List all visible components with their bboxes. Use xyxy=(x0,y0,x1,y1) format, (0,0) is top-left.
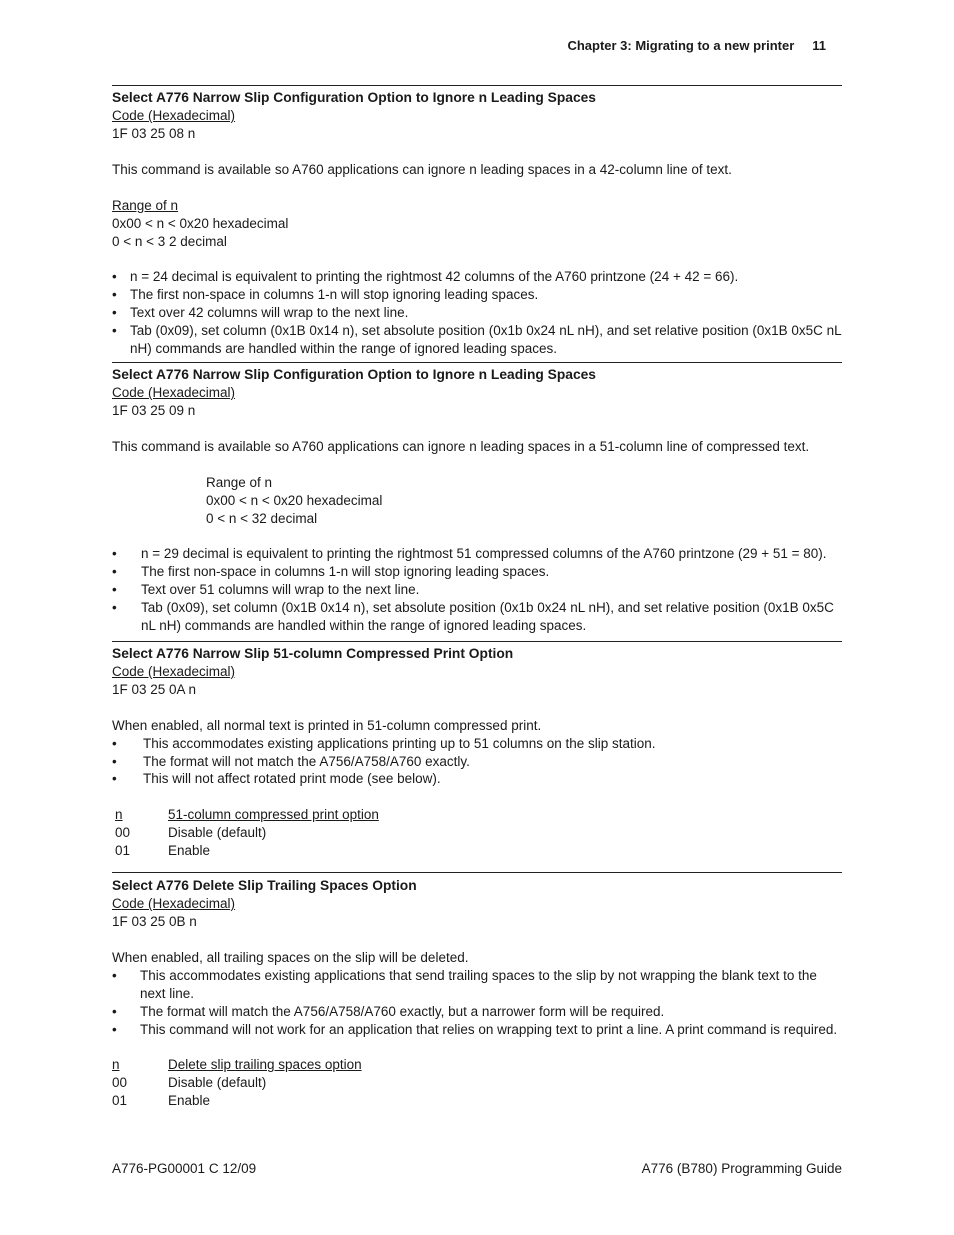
table-row xyxy=(112,1074,362,1092)
bullet: • xyxy=(112,600,117,616)
list-item: • The first non-space in columns 1-n will stop ignoring leading spaces. xyxy=(112,564,550,580)
list-item: • Text over 42 columns will wrap to the next line. xyxy=(112,305,409,321)
section-ignore-leading-spaces-42 xyxy=(112,85,842,358)
list-item: • Tab (0x09), set column (0x1B 0x14 n), set absolute position (0x1b 0x24 nL nH), and set relative position (0x1B 0x5C nL nH) commands are handled within the range of ignored leading spaces. xyxy=(112,323,842,357)
description: This command is available so A760 applications can ignore n leading spaces in a 42-column line of text. xyxy=(112,161,732,177)
table-header-cell: n xyxy=(115,807,123,823)
code-label: Code (Hexadecimal) xyxy=(112,663,236,679)
table-cell: Enable xyxy=(168,1093,211,1109)
table-header-row xyxy=(112,1056,362,1074)
list-item: • The format will match the A756/A758/A760 exactly, but a narrower form will be required. xyxy=(112,1003,665,1019)
page-header xyxy=(567,38,826,53)
bullet: • xyxy=(112,1003,117,1019)
list-item: • This accommodates existing applications that send trailing spaces to the slip by not wrapping the blank text to the next line. xyxy=(112,967,817,1001)
table-header-cell: Delete slip trailing spaces option xyxy=(168,1057,362,1073)
bullet-list xyxy=(112,735,842,789)
table-cell: 00 xyxy=(112,1075,128,1091)
range-label: Range of n xyxy=(112,197,179,213)
range-block xyxy=(112,474,842,528)
page-content xyxy=(112,85,842,1110)
section-title: Select A776 Narrow Slip Configuration Option to Ignore n Leading Spaces xyxy=(112,366,596,382)
section-compressed-print xyxy=(112,641,842,860)
bullet: • xyxy=(112,771,117,787)
footer-guide-title: A776 (B780) Programming Guide xyxy=(641,1161,842,1176)
command-code: 1F 03 25 08 n xyxy=(112,125,196,141)
code-label: Code (Hexadecimal) xyxy=(112,384,236,400)
list-item: • n = 24 decimal is equivalent to printing the rightmost 42 columns of the A760 printzone (24 + 42 = 66). xyxy=(112,269,739,285)
bullet-list xyxy=(112,545,842,635)
table-cell: 01 xyxy=(115,843,131,859)
table-cell: 01 xyxy=(112,1093,128,1109)
bullet: • xyxy=(112,287,117,303)
description: This command is available so A760 applications can ignore n leading spaces in a 51-column line of compressed text. xyxy=(112,438,810,454)
list-item: • n = 29 decimal is equivalent to printing the rightmost 51 compressed columns of the A760 printzone (29 + 51 = 80). xyxy=(112,546,827,562)
range-dec: 0 < n < 3 2 decimal xyxy=(112,233,227,249)
list-item: • This will not affect rotated print mode (see below). xyxy=(112,771,441,787)
description: When enabled, all trailing spaces on the slip will be deleted. xyxy=(112,949,469,965)
table-header-cell: n xyxy=(112,1057,120,1073)
table-cell: Enable xyxy=(168,843,211,859)
page-number: 11 xyxy=(812,38,826,53)
table-row xyxy=(112,1092,362,1110)
range-hex: 0x00 < n < 0x20 hexadecimal xyxy=(112,215,289,231)
bullet: • xyxy=(112,564,117,580)
bullet: • xyxy=(112,323,117,339)
table-cell: Disable (default) xyxy=(168,1075,267,1091)
command-code: 1F 03 25 0B n xyxy=(112,914,197,929)
bullet: • xyxy=(112,735,117,751)
description: When enabled, all normal text is printed in 51-column compressed print. xyxy=(112,717,542,733)
bullet: • xyxy=(112,967,117,983)
list-item: • The format will not match the A756/A758/A760 exactly. xyxy=(112,753,470,769)
section-title: Select A776 Narrow Slip 51-column Compressed Print Option xyxy=(112,645,514,661)
section-ignore-leading-spaces-51 xyxy=(112,362,842,635)
range-dec: 0 < n < 32 decimal xyxy=(206,510,318,526)
table-header-row xyxy=(115,806,379,824)
list-item: • This command will not work for an application that relies on wrapping text to print a line. A print command is required. xyxy=(112,1021,838,1037)
list-item: • Tab (0x09), set column (0x1B 0x14 n), set absolute position (0x1b 0x24 nL nH), and set relative position (0x1B 0x5C nL nH) commands are handled within the range of ignored leading spaces. xyxy=(112,600,834,634)
table-row xyxy=(115,842,379,860)
table-cell: Disable (default) xyxy=(168,825,267,841)
range-label: Range of n xyxy=(206,474,273,490)
bullet: • xyxy=(112,1021,117,1037)
list-item: • This accommodates existing applications printing up to 51 columns on the slip station. xyxy=(112,735,656,751)
table-header-cell: 51-column compressed print option xyxy=(168,807,379,823)
bullet: • xyxy=(112,753,117,769)
chapter-title: Chapter 3: Migrating to a new printer xyxy=(567,38,795,53)
list-item: • The first non-space in columns 1-n will stop ignoring leading spaces. xyxy=(112,287,539,303)
bullet-list xyxy=(112,967,842,1039)
table-cell: 00 xyxy=(115,825,131,841)
bullet: • xyxy=(112,582,117,598)
bullet-list xyxy=(112,268,842,358)
table-row xyxy=(115,824,379,842)
section-title: Select A776 Narrow Slip Configuration Option to Ignore n Leading Spaces xyxy=(112,90,596,105)
bullet: • xyxy=(112,269,117,285)
code-label: Code (Hexadecimal) xyxy=(112,896,236,912)
bullet: • xyxy=(112,546,117,562)
section-delete-trailing-spaces xyxy=(112,872,842,1110)
code-label: Code (Hexadecimal) xyxy=(112,108,236,123)
option-table xyxy=(112,1056,362,1110)
bullet: • xyxy=(112,305,117,321)
command-code: 1F 03 25 0A n xyxy=(112,681,197,697)
command-code: 1F 03 25 09 n xyxy=(112,402,196,418)
range-hex: 0x00 < n < 0x20 hexadecimal xyxy=(206,492,383,508)
option-table xyxy=(115,806,379,860)
section-title: Select A776 Delete Slip Trailing Spaces Option xyxy=(112,878,417,894)
footer-doc-id: A776-PG00001 C 12/09 xyxy=(112,1161,257,1176)
list-item: • Text over 51 columns will wrap to the next line. xyxy=(112,582,420,598)
